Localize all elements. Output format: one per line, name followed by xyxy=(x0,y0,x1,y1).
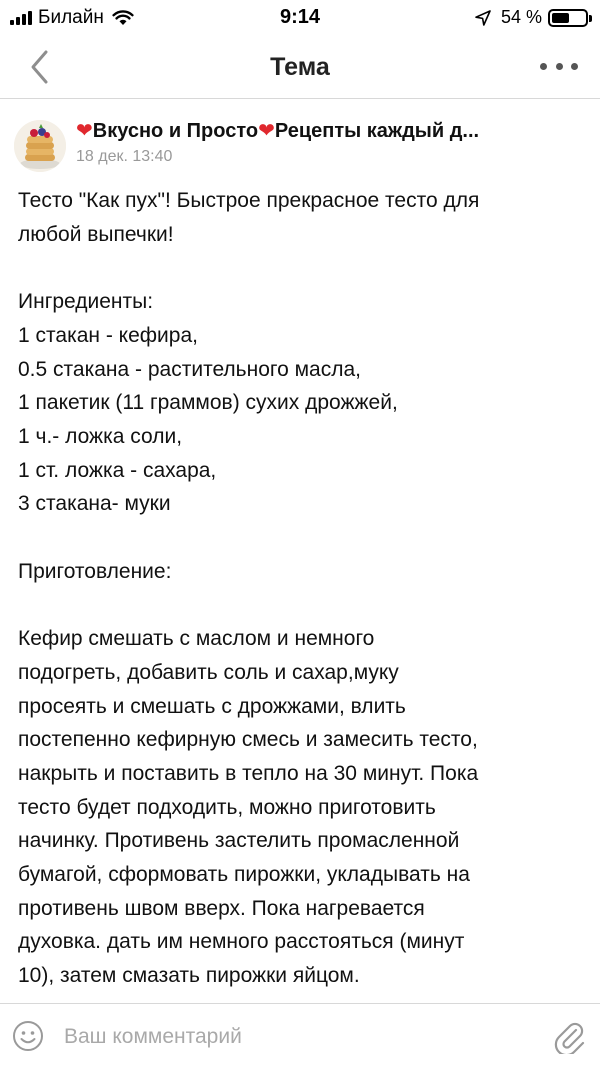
post-text-line: 0.5 стакана - растительного масла, xyxy=(18,357,361,381)
post-blank-line xyxy=(18,521,590,555)
post-date: 18 дек. 13:40 xyxy=(76,148,173,165)
nav-bar xyxy=(0,36,600,99)
group-name-part-2: Рецепты каждый д... xyxy=(274,120,480,142)
post-text-line: Приготовление: xyxy=(18,559,172,583)
post-text-line: Ингредиенты: xyxy=(18,290,154,314)
post-text-line: 3 стакана- муки xyxy=(18,492,171,516)
post-text-line: бумагой, сформовать пирожки, укладывать на xyxy=(18,863,470,887)
status-right xyxy=(475,7,588,28)
comment-bar xyxy=(0,1003,600,1067)
post-text-line: накрыть и поставить в тепло на 30 минут. Пока xyxy=(18,761,479,785)
paperclip-icon[interactable] xyxy=(552,1018,586,1054)
comment-input[interactable] xyxy=(64,1020,534,1054)
battery-fill xyxy=(552,13,569,23)
heart-icon: ❤ xyxy=(258,120,275,142)
post-blank-line xyxy=(18,588,590,622)
status-time: 9:14 xyxy=(279,6,321,28)
battery-percent: 54 % xyxy=(500,7,542,27)
post-text-line: тесто будет подходить, можно приготовить xyxy=(18,795,436,819)
group-name-link[interactable] xyxy=(76,118,586,143)
post-text-line: противень швом вверх. Пока нагревается xyxy=(18,896,425,920)
post-text-line: начинку. Противень застелить промасленной xyxy=(18,829,460,853)
post-text-line: 1 стакан - кефира, xyxy=(18,323,198,347)
post-header xyxy=(14,118,586,174)
post-text-line: любой выпечки! xyxy=(18,222,174,246)
post-body xyxy=(18,184,590,993)
post-text-line: духовка. дать им немного расстояться (минут xyxy=(18,930,465,954)
pancakes-icon xyxy=(14,120,66,172)
group-avatar[interactable] xyxy=(14,120,66,172)
more-dots-icon[interactable] xyxy=(540,56,578,76)
location-arrow-icon xyxy=(475,10,491,26)
battery-icon xyxy=(548,9,588,27)
page-title: Тема xyxy=(270,53,330,81)
post-text-line: Тесто "Как пух"! Быстрое прекрасное тесто для xyxy=(18,189,480,212)
post-text-line: 10), затем смазать пирожки яйцом. xyxy=(18,964,360,988)
heart-icon: ❤ xyxy=(76,120,93,142)
post-blank-line xyxy=(18,251,590,285)
post-text-line: 1 пакетик (11 граммов) сухих дрожжей, xyxy=(18,391,398,415)
battery-nub xyxy=(589,15,592,22)
carrier-name: Билайн xyxy=(38,7,104,28)
post-text-line: просеять и смешать с дрожжами, влить xyxy=(18,694,406,718)
post-text-line: подогреть, добавить соль и сахар,муку xyxy=(18,660,399,684)
post-text-line: Кефир смешать с маслом и немного xyxy=(18,627,375,651)
post-text-line: 1 ст. ложка - сахара, xyxy=(18,458,217,482)
smiley-icon[interactable] xyxy=(12,1020,44,1052)
post-text-line: 1 ч.- ложка соли, xyxy=(18,424,183,448)
group-name-part-1: Вкусно и Просто xyxy=(92,120,259,142)
status-bar xyxy=(0,0,600,36)
post-text-line: постепенно кефирную смесь и замесить тесто, xyxy=(18,728,478,752)
